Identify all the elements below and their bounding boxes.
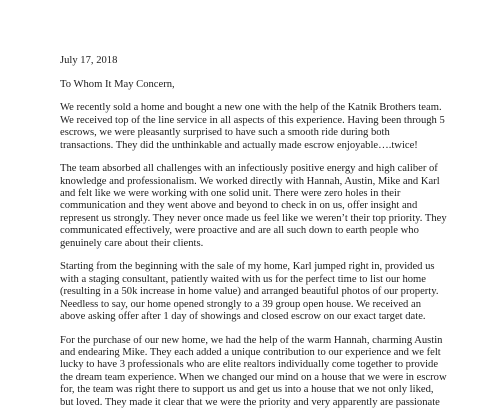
paragraph-line: represent us strongly. They never once made us feel like we weren’t their top priority. They [60,212,447,224]
paragraph-line: and felt like we were working with one solid unit. There were zero holes in their [60,187,401,199]
paragraph-line: For the purchase of our new home, we had the help of the warm Hannah, charming Austin [60,334,443,346]
letter-salutation: To Whom It May Concern, [60,78,175,90]
paragraph-line: but loved. They made it clear that we were the priority and very apparently are passionate [60,396,440,408]
paragraph-line: knowledge and professionalism. We worked directly with Hannah, Austin, Mike and Karl [60,175,440,187]
paragraph-line: genuinely care about their clients. [60,237,204,249]
paragraph-line: transactions. They did the unthinkable and actually made escrow enjoyable….twice! [60,139,418,151]
paragraph-line: We recently sold a home and bought a new one with the help of the Katnik Brothers team. [60,102,442,114]
paragraph-line: and endearing Mike. They each added a unique contribution to our experience and we felt [60,346,441,358]
paragraph-line: We received top of the line service in all aspects of this experience. Having been through 5 [60,114,445,126]
paragraph-line: lucky to have 3 professionals who are elite realtors individually come together to provide [60,359,439,371]
paragraph-line: (resulting in a 50k increase in home value) and arranged beautiful photos of our property. [60,286,439,297]
paragraph-line: with a staging consultant, patiently waited with us for the perfect time to list our home [60,273,426,285]
paragraph-line: communication and they went above and beyond to check in on us, offer insight and [60,200,418,212]
paragraph-line: above asking offer after 1 day of showings and closed escrow on our exact target date. [60,310,426,322]
letter-date: July 17, 2018 [60,55,118,66]
paragraph-line: the dream team experience. When we changed our mind on a house that we were in escrow [60,371,447,383]
paragraph-line: communicated effectively, were proactive and are all such down to earth people who [60,225,419,237]
paragraph-line: for, the team was right there to support us and get us into a house that we not only liked, [60,384,434,396]
paragraph-line: Starting from the beginning with the sale of my home, Karl jumped right in, provided us [60,261,435,273]
paragraph-line: The team absorbed all challenges with an infectiously positive energy and high caliber of [60,163,438,175]
paragraph-line: escrows, we were pleasantly surprised to have such a smooth ride during both [60,127,390,138]
paragraph-line: Needless to say, our home opened strongly to a 39 group open house. We received an [60,298,422,310]
